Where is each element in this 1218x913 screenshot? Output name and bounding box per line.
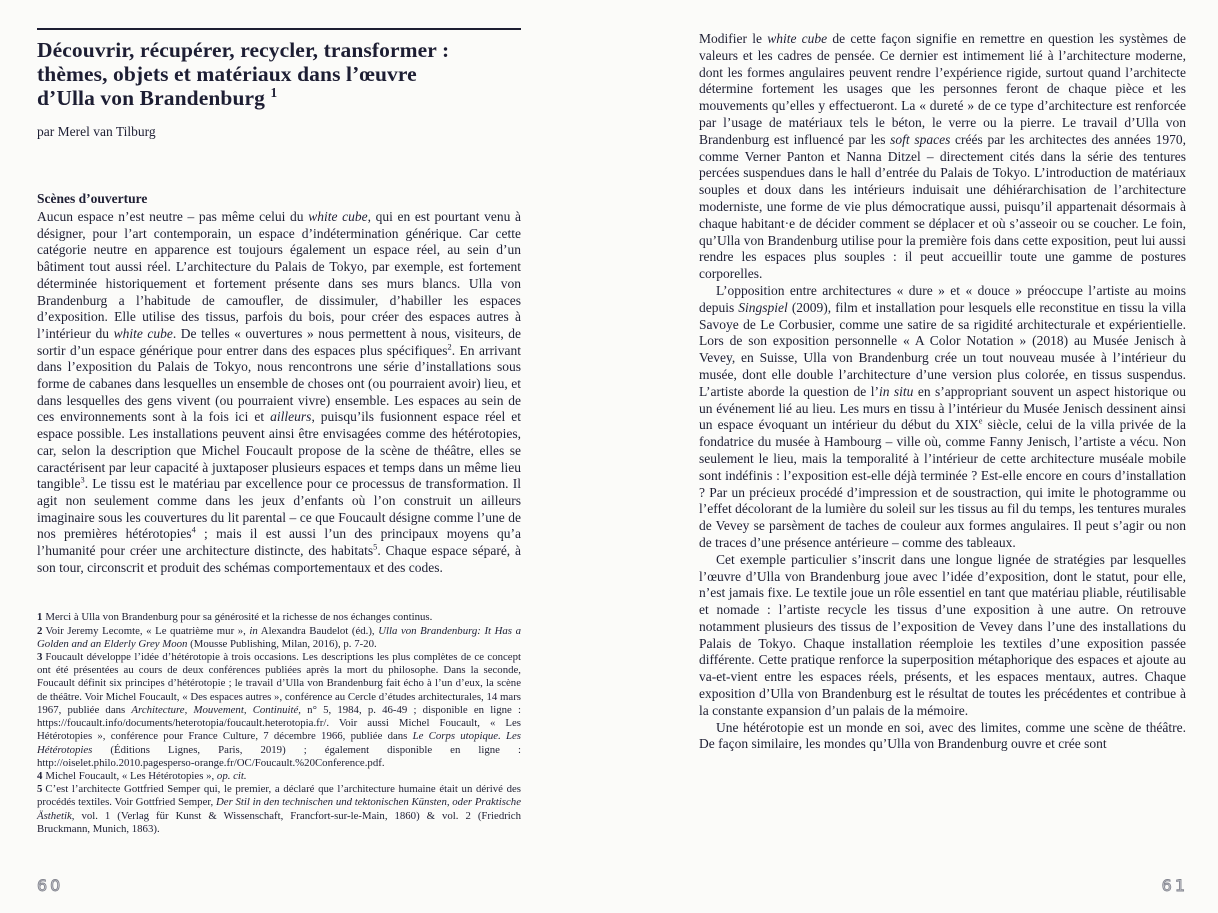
- footnote-3-text: Foucault développe l’idée d’hétérotopie à trois occasions. Les descriptions les plus complètes de ce concept ont été présentées au cours de deux conférences publiées après la mort du philosophe. Dans la seconde, Foucault définit six principes d’hétérotopie ; le travail d’Ulla von Brandenburg fait écho à l’un d’eux, la scène de théâtre. Voir Michel Foucault, « Des espaces autres », conférence au Cercle d’études architecturales, 14 mars 1967, publiée dans Architecture, Mouvement, Continuité, n° 5, 1984, p. 46-49 ; disponible en ligne : https://foucault.info/documents/heterotopia/foucault.heterotopia.fr/. Voir aussi Michel Foucault, « Les Hétérotopies », conférence pour France Culture, 7 décembre 1966, publiée dans Le Corps utopique. Les Hétérotopies (Éditions Lignes, Paris, 2019) ; également disponible en ligne : http://oiselet.philo.2010.pagesperso-orange.fr/OC/Foucault.%20Conference.pdf.: [37, 651, 521, 769]
- body-paragraph: Modifier le white cube de cette façon signifie en remettre en question les systèmes de valeurs et les cadres de pensée. Ce dernier est intimement lié à l’architecture moderne, dont les formes angulaires peuvent rendre l’expérience rigide, surtout quand l’architecte détermine fortement les usages que les personnes feront de chaque pièce et les mouvements qu’elles y effectueront. La « dureté » de ce type d’architecture est renforcée par l’usage de matériaux tels le béton, le verre ou la pierre. Le travail d’Ulla von Brandenburg est influencé par les soft spaces créés par les architectes des années 1970, comme Verner Panton et Nanna Ditzel – directement cités dans la série des tentures percées suspendues dans le hall d’entrée du Palais de Tokyo. L’introduction de matériaux souples et doux dans les intérieurs induisait une déhiérarchisation de l’architecture moderniste, une forme de vie plus démocratique aussi, puisqu’il appartenait désormais à chaque habitant·e de décider comment se déplacer et où s’asseoir ou se coucher. Le foin, qu’Ulla von Brandenburg utilise pour la première fois dans cette exposition, peut lui aussi rendre les espaces plus souples : il peut accueillir toute une gamme de postures corporelles.: [699, 31, 1187, 282]
- body-paragraph: Cet exemple particulier s’inscrit dans une longue lignée de stratégies par lesquelles l’œuvre d’Ulla von Brandenburg joue avec l’idée d’exposition, dont le statut, pour elle, n’est jamais fixe. Le textile joue un rôle essentiel en tant que matériau pliable, réutilisable et nomade : l’artiste recycle les tissus d’une exposition à une autre. On retrouve notamment plusieurs des tissus de l’exposition de Vevey dans l’une des installations du Palais de Tokyo. Chaque installation réemploie les textiles d’une exposition passée différente. Cette pratique renforce la superposition métaphorique des espaces et ajoute au va-et-vient entre les espaces réels, présents, et les espaces mentaux, autres. Chaque exposition d’Ulla von Brandenburg est le résultat de toutes les précédentes et contribue à la constante expansion d’un palais de la mémoire.: [699, 551, 1186, 718]
- article-title-line-3: d’Ulla von Brandenburg $^1$: [37, 84, 278, 110]
- page-right: [699, 31, 1186, 753]
- section-heading: Scènes d’ouverture: [37, 191, 148, 206]
- article-title: [37, 38, 521, 110]
- footnote-4: [37, 770, 521, 783]
- page-number-right: 61: [1161, 876, 1188, 895]
- body-paragraph: Une hétérotopie est un monde en soi, avec des limites, comme une scène de théâtre. De façon similaire, les mondes qu’Ulla von Brandenburg ouvre et crée sont: [699, 719, 1186, 752]
- footnote-2-text: Voir Jeremy Lecomte, « Le quatrième mur », in Alexandra Baudelot (éd.), Ulla von Brandenburg: It Has a Golden and an Elderly Grey Moon (Mousse Publishing, Milan, 2016), p. 7-20.: [37, 624, 521, 650]
- article-title-line-2: thèmes, objets et matériaux dans l’œuvre: [37, 62, 417, 86]
- footnote-2: [37, 625, 521, 651]
- footnotes-block: [37, 611, 521, 835]
- footnote-5-number: 5: [37, 783, 43, 796]
- page-left: [37, 28, 521, 836]
- footnote-2-number: 2: [37, 624, 43, 637]
- footnote-1-number: 1: [37, 611, 43, 624]
- body-paragraph: L’opposition entre architectures « dure » et « douce » préoccupe l’artiste au moins depuis Singspiel (2009), film et installation pour lesquels elle reconstitue en tissu la villa Savoye de Le Corbusier, comme une satire de sa rigidité architecturale et expérientielle. Lors de son exposition personnelle « A Color Notation » (2018) au Musée Jenisch à Vevey, en Suisse, Ulla von Brandenburg crée un tout nouveau musée à l’intérieur du musée, dont elle double l’architecture d’une version plus colorée, en tissus suspendus. L’artiste aborde la question de l’in situ en s’appropriant souvent un aspect historique ou un événement lié au lieu. Les murs en tissu à l’intérieur du Musée Jenisch dessinent ainsi un espace évoquant un intérieur du début du XIXe siècle, celui de la villa privée de la fondatrice du musée à Hambourg – ville où, comme Fanny Jenisch, l’artiste a vécu. Non seulement le lieu, mais la temporalité à l’intérieur de cette architecture muséale mobile sont indéfinis : l’exposition est-elle déjà terminée ? Est-elle encore en cours d’installation ? Par un précieux procédé d’impression et de soustraction, qui imite le photogramme ou l’effet décolorant de la lumière du soleil sur les tissus au fil du temps, les tentures murales de Vevey se parsèment de taches de couleur aux formes angulaires. Il peut s’agir ou non de traces d’une présence antérieure – comme des tableaux.: [699, 282, 1186, 550]
- article-title-line-1: Découvrir, récupérer, recycler, transformer :: [37, 38, 450, 62]
- footnote-5-text: C’est l’architecte Gottfried Semper qui, le premier, a déclaré que l’architecture humaine était un dérivé des procédés textiles. Voir Gottfried Semper, Der Stil in den technischen und tektonischen Künsten, oder Praktische Ästhetik, vol. 1 (Verlag für Kunst & Wissenschaft, Francfort-sur-le-Main, 1860) & vol. 2 (Friedrich Bruckmann, Munich, 1863).: [37, 783, 521, 835]
- footnote-5: [37, 783, 521, 836]
- footnote-1-text: Merci à Ulla von Brandenburg pour sa générosité et la richesse de nos échanges continus.: [45, 611, 433, 624]
- footnote-3-number: 3: [37, 651, 43, 664]
- body-paragraph: Aucun espace n’est neutre – pas même celui du white cube, qui en est pourtant venu à désigner, pour l’art contemporain, un espace d’indétermination générique. Car cette catégorie neutre en apparence est toujours également un espace réel, au sein d’un bâtiment tout aussi réel. L’architecture du Palais de Tokyo, par exemple, est fortement déterminée historiquement et fortement présente dans ses murs blancs. Ulla von Brandenburg a l’habitude de camoufler, de dissimuler, d’habiller les espaces d’exposition. Elle utilise des tissus, parfois du bois, pour créer des espaces autres à l’intérieur du white cube. De telles « ouvertures » nous permettent à nous, visiteurs, de sortir d’un espace générique pour entrer dans des espaces plus spécifiques$^2$. En arrivant dans l’exposition du Palais de Tokyo, nous rencontrons une série d’installations sous forme de cabanes dans lesquelles un ensemble de choses ont (ou pourraient avoir) lieu, et dans lesquelles des gens vivent (ou pourraient vivre) ensemble. Les espaces au sein de ces environnements sont à la fois ici et ailleurs, puisqu’ils fusionnent espace réel et espace possible. Les installations peuvent ainsi être envisagées comme des hétérotopies, car, selon la description que Michel Foucault propose de la scène de théâtre, elles se caractérisent par leur capacité à juxtaposer plusieurs espaces et temps dans un même lieu tangible$^3$. Le tissu est le matériau par excellence pour ce processus de transformation. Il agit non seulement comme dans les jeux d’enfants où l’on construit un ailleurs imaginaire sous les couvertures du lit parental – ce que Foucault désigne comme l’une de nos premières hétérotopies$^4$ ; mais il est aussi l’un des principaux moyens qu’a l’humanité pour créer une architecture distincte, des habitats$^5$. Chaque espace séparé, à son tour, circonscrit et produit des schémas comportementaux et des codes.: [37, 209, 521, 575]
- footnote-3: [37, 651, 521, 770]
- footnote-4-text: Michel Foucault, « Les Hétérotopies », op. cit.: [45, 769, 247, 782]
- page-number-left: 60: [37, 876, 64, 895]
- footnote-1: [37, 611, 521, 624]
- byline: par Merel van Tilburg: [37, 124, 156, 139]
- footnote-4-number: 4: [37, 769, 43, 782]
- title-rule: [37, 28, 521, 30]
